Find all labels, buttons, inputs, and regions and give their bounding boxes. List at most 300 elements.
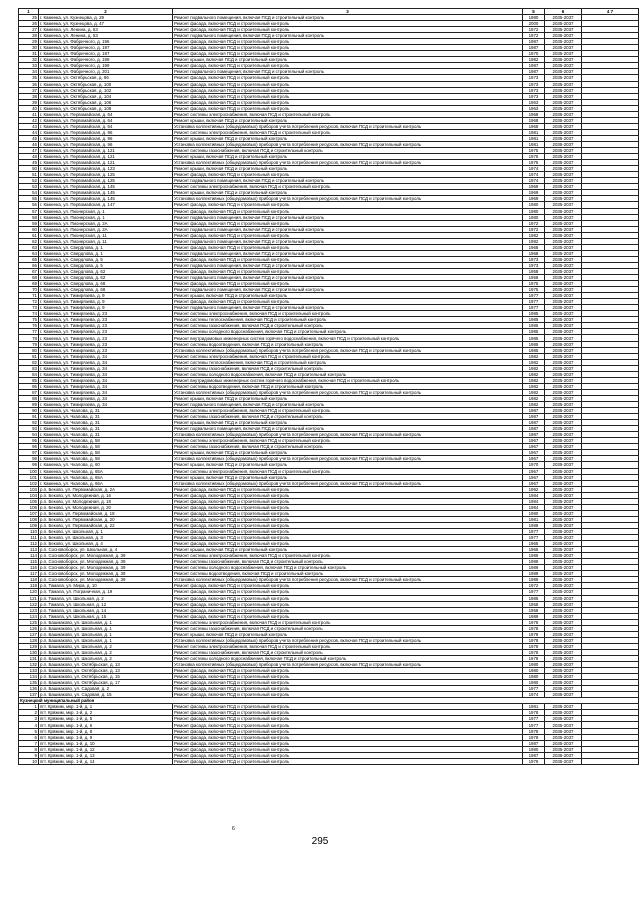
- empty-cell: [582, 758, 639, 764]
- period-cell: 2035-2037: [545, 244, 582, 250]
- period-cell: 2035-2037: [545, 408, 582, 414]
- row-number: 75: [19, 317, 39, 323]
- address-cell: пгт. Кряжим, мкр. 1-й, д. 10: [39, 740, 173, 746]
- period-cell: 2035-2037: [545, 299, 582, 305]
- address-cell: г. Каменка, ул. Чкалова, д. 31: [39, 426, 173, 432]
- row-number: 108: [19, 516, 39, 522]
- build-year-cell: 1958: [523, 268, 545, 274]
- period-cell: 2035-2037: [545, 589, 582, 595]
- document-sheet: [18, 8, 638, 765]
- build-year-cell: 1977: [523, 686, 545, 692]
- period-cell: 2035-2037: [545, 734, 582, 740]
- work-type-cell: Ремонт подвального помещения, включая ПСД и строительный контроль: [173, 287, 523, 293]
- period-cell: 2035-2037: [545, 160, 582, 166]
- address-cell: г. Каменка, ул. Первомайская, д. 64: [39, 123, 173, 129]
- period-cell: 2035-2037: [545, 105, 582, 111]
- row-number: 89: [19, 402, 39, 408]
- address-cell: г. Каменка, ул. Тимирязева, д. 34: [39, 371, 173, 377]
- period-cell: 2035-2037: [545, 178, 582, 184]
- build-year-cell: 1978: [523, 710, 545, 716]
- row-number: 42: [19, 117, 39, 123]
- build-year-cell: 1977: [523, 299, 545, 305]
- work-type-cell: Ремонт фасада, включая ПСД и строительный контроль: [173, 734, 523, 740]
- row-number: 25: [19, 15, 39, 21]
- work-type-cell: Ремонт системы водоотведения, включая ПСД и строительный контроль: [173, 571, 523, 577]
- work-type-cell: Ремонт крыши, включая ПСД и строительный контроль: [173, 462, 523, 468]
- period-cell: 2035-2037: [545, 668, 582, 674]
- work-type-cell: Ремонт системы водоотведения, включая ПСД и строительный контроль: [173, 383, 523, 389]
- row-number: 49: [19, 160, 39, 166]
- row-number: 78: [19, 335, 39, 341]
- address-cell: р.п. Сосновоборск, ул. Школьная, д. 4: [39, 547, 173, 553]
- address-cell: р.п. Беково, ул. Молодежная, д. 16: [39, 492, 173, 498]
- build-year-cell: 1981: [523, 135, 545, 141]
- work-type-cell: Ремонт крыши, включая ПСД и строительный контроль: [173, 474, 523, 480]
- address-cell: р.п. Башмаково, ул. Школьная, д. 1: [39, 631, 173, 637]
- address-cell: г. Каменка, ул. Первомайская, д. 121: [39, 148, 173, 154]
- work-type-cell: Ремонт фасада, включая ПСД и строительный контроль: [173, 758, 523, 764]
- address-cell: г. Каменка, ул. Октябрьская, д. 96: [39, 75, 173, 81]
- build-year-cell: 1985: [523, 347, 545, 353]
- row-number: 54: [19, 190, 39, 196]
- work-type-cell: Ремонт фасада, включая ПСД и строительный контроль: [173, 728, 523, 734]
- work-type-cell: Ремонт системы электроснабжения, включая ПСД и строительный контроль: [173, 468, 523, 474]
- row-number: 70: [19, 287, 39, 293]
- period-cell: 2035-2037: [545, 33, 582, 39]
- address-cell: пгт. Кряжим, мкр. 1-й, д. 14: [39, 758, 173, 764]
- build-year-cell: 1974: [523, 692, 545, 698]
- address-cell: р.п. Башмаково, ул. Октябрьская, д. 13: [39, 668, 173, 674]
- work-type-cell: Установка коллективных (общедомовых) приборов учета потребления ресурсов, включая ПСД и строительный контроль: [173, 637, 523, 643]
- build-year-cell: 1982: [523, 359, 545, 365]
- work-type-cell: Ремонт фасада, включая ПСД и строительный контроль: [173, 27, 523, 33]
- period-cell: 2035-2037: [545, 462, 582, 468]
- work-type-cell: Ремонт подвального помещения, включая ПСД и строительный контроль: [173, 275, 523, 281]
- period-cell: 2035-2037: [545, 39, 582, 45]
- period-cell: 2035-2037: [545, 63, 582, 69]
- period-cell: 2035-2037: [545, 51, 582, 57]
- build-year-cell: 1973: [523, 75, 545, 81]
- work-type-cell: Ремонт системы теплоснабжения, включая ПСД и строительный контроль: [173, 359, 523, 365]
- row-number: 85: [19, 377, 39, 383]
- period-cell: 2035-2037: [545, 450, 582, 456]
- address-cell: пгт. Кряжим, мкр. 1-й, д. 9: [39, 734, 173, 740]
- work-type-cell: Установка коллективных (общедомовых) приборов учета потребления ресурсов, включая ПСД и строительный контроль: [173, 456, 523, 462]
- work-type-cell: Ремонт фасада, включая ПСД и строительный контроль: [173, 668, 523, 674]
- row-number: 116: [19, 565, 39, 571]
- footer-mark: 6: [232, 826, 235, 832]
- work-type-cell: Ремонт системы газоснабжения, включая ПСД и строительный контроль: [173, 444, 523, 450]
- build-year-cell: 1978: [523, 734, 545, 740]
- build-year-cell: 1968: [523, 250, 545, 256]
- build-year-cell: 1968: [523, 111, 545, 117]
- row-number: 37: [19, 87, 39, 93]
- address-cell: р.п. Беково, ул. Школьная, д. 4: [39, 541, 173, 547]
- work-type-cell: Ремонт фасада, включая ПСД и строительный контроль: [173, 208, 523, 214]
- work-type-cell: Установка коллективных (общедомовых) приборов учета потребления ресурсов, включая ПСД и строительный контроль: [173, 347, 523, 353]
- address-cell: г. Каменка, ул. Тимирязева, д. 9: [39, 305, 173, 311]
- address-cell: р.п. Башмаково, ул. Октябрьская, д. 13: [39, 662, 173, 668]
- period-cell: 2035-2037: [545, 135, 582, 141]
- period-cell: 2035-2037: [545, 75, 582, 81]
- work-type-cell: Ремонт фасада, включая ПСД и строительный контроль: [173, 93, 523, 99]
- period-cell: 2035-2037: [545, 311, 582, 317]
- work-type-cell: Ремонт фасада, включая ПСД и строительный контроль: [173, 613, 523, 619]
- period-cell: 2035-2037: [545, 674, 582, 680]
- work-type-cell: Ремонт внутридомовых инженерных систем горячего водоснабжения, включая ПСД и строительный контроль: [173, 377, 523, 383]
- address-cell: г. Каменка, ул. Тимирязева, д. 34: [39, 359, 173, 365]
- row-number: 55: [19, 196, 39, 202]
- build-year-cell: 1973: [523, 81, 545, 87]
- period-cell: 2035-2037: [545, 740, 582, 746]
- work-type-cell: Ремонт фасада, включая ПСД и строительный контроль: [173, 202, 523, 208]
- row-number: 90: [19, 408, 39, 414]
- work-type-cell: Ремонт системы электроснабжения, включая ПСД и строительный контроль: [173, 111, 523, 117]
- work-type-cell: Ремонт фасада, включая ПСД и строительный контроль: [173, 172, 523, 178]
- address-cell: г. Каменка, ул. Свердлова, д. 62: [39, 275, 173, 281]
- row-number: 84: [19, 371, 39, 377]
- address-cell: р.п. Башмаково, ул. Октябрьская, д. 15: [39, 674, 173, 680]
- work-type-cell: Ремонт фасада, включая ПСД и строительный контроль: [173, 541, 523, 547]
- period-cell: 2035-2037: [545, 625, 582, 631]
- work-type-cell: Ремонт фасада, включая ПСД и строительный контроль: [173, 268, 523, 274]
- build-year-cell: 1980: [523, 668, 545, 674]
- work-type-cell: Ремонт фасада, включая ПСД и строительный контроль: [173, 704, 523, 710]
- row-number: 62: [19, 238, 39, 244]
- period-cell: 2035-2037: [545, 281, 582, 287]
- row-number: 73: [19, 305, 39, 311]
- address-cell: г. Каменка, ул. Пионерская, д. 2А: [39, 220, 173, 226]
- period-cell: 2035-2037: [545, 293, 582, 299]
- address-cell: г. Каменка, ул. Чкалова, д. 31: [39, 408, 173, 414]
- build-year-cell: 1989: [523, 571, 545, 577]
- row-number: 91: [19, 414, 39, 420]
- address-cell: г. Каменка, ул. Кузнецова, д. 29: [39, 15, 173, 21]
- build-year-cell: 1987: [523, 426, 545, 432]
- work-type-cell: Ремонт фасада, включая ПСД и строительный контроль: [173, 583, 523, 589]
- work-type-cell: Ремонт фасада, включая ПСД и строительный контроль: [173, 601, 523, 607]
- work-type-cell: Ремонт фасада, включая ПСД и строительный контроль: [173, 522, 523, 528]
- work-type-cell: Ремонт фасада, включая ПСД и строительный контроль: [173, 281, 523, 287]
- row-number: 58: [19, 214, 39, 220]
- address-cell: р.п. Сосновоборск, ул. Молодежная, д. 39: [39, 577, 173, 583]
- work-type-cell: Ремонт фасада, включая ПСД и строительный контроль: [173, 21, 523, 27]
- work-type-cell: Установка коллективных (общедомовых) приборов учета потребления ресурсов, включая ПСД и строительный контроль: [173, 196, 523, 202]
- address-cell: р.п. Беково, ул. Первомайская, д. 18: [39, 510, 173, 516]
- address-cell: г. Каменка, ул. Первомайская, д. 145: [39, 196, 173, 202]
- build-year-cell: 1975: [523, 154, 545, 160]
- work-type-cell: Ремонт системы электроснабжения, включая ПСД и строительный контроль: [173, 311, 523, 317]
- build-year-cell: 1977: [523, 589, 545, 595]
- row-number: 7: [19, 740, 39, 746]
- row-number: 130: [19, 649, 39, 655]
- address-cell: г. Каменка, ул. Чкалова, д. 58: [39, 450, 173, 456]
- build-year-cell: 1968: [523, 244, 545, 250]
- address-cell: р.п. Сосновоборск, ул. Молодежная, д. 39: [39, 571, 173, 577]
- row-number: 26: [19, 21, 39, 27]
- build-year-cell: 1958: [523, 275, 545, 281]
- address-cell: г. Каменка, ул. Свердлова, д. 62: [39, 268, 173, 274]
- address-cell: р.п. Беково, ул. Первомайская, д. 22: [39, 522, 173, 528]
- build-year-cell: 1958: [523, 601, 545, 607]
- row-number: 46: [19, 141, 39, 147]
- address-cell: г. Каменка, ул. Тимирязева, д. 23: [39, 341, 173, 347]
- work-type-cell: Ремонт системы электроснабжения, включая ПСД и строительный контроль: [173, 643, 523, 649]
- build-year-cell: 1970: [523, 462, 545, 468]
- row-number: 123: [19, 607, 39, 613]
- row-number: 128: [19, 637, 39, 643]
- build-year-cell: 1982: [523, 389, 545, 395]
- row-number: 118: [19, 577, 39, 583]
- period-cell: 2035-2037: [545, 377, 582, 383]
- work-type-cell: Ремонт подвального помещения, включая ПСД и строительный контроль: [173, 305, 523, 311]
- address-cell: г. Каменка, ул. Пионерская, д. 2А: [39, 226, 173, 232]
- build-year-cell: 1980: [523, 680, 545, 686]
- row-number: 69: [19, 281, 39, 287]
- period-cell: 2035-2037: [545, 226, 582, 232]
- build-year-cell: 1985: [523, 335, 545, 341]
- period-cell: 2035-2037: [545, 15, 582, 21]
- section-title: Кузнецкий муниципальный район: [19, 698, 639, 704]
- row-number: 106: [19, 504, 39, 510]
- period-cell: 2035-2037: [545, 571, 582, 577]
- row-number: 99: [19, 462, 39, 468]
- build-year-cell: 1972: [523, 583, 545, 589]
- build-year-cell: 1968: [523, 117, 545, 123]
- row-number: 36: [19, 81, 39, 87]
- address-cell: г. Каменка, ул. Фабричного, д. 196: [39, 39, 173, 45]
- period-cell: 2035-2037: [545, 196, 582, 202]
- row-number: 6: [19, 734, 39, 740]
- build-year-cell: 1980: [523, 214, 545, 220]
- row-number: 50: [19, 166, 39, 172]
- row-number: 80: [19, 347, 39, 353]
- work-type-cell: Ремонт подвального помещения, включая ПСД и строительный контроль: [173, 214, 523, 220]
- address-cell: г. Каменка, ул. Чкалова, д. 65А: [39, 480, 173, 486]
- work-type-cell: Установка коллективных (общедомовых) приборов учета потребления ресурсов, включая ПСД и строительный контроль: [173, 123, 523, 129]
- period-cell: 2035-2037: [545, 238, 582, 244]
- address-cell: пгт. Кряжим, мкр. 1-й, д. 8: [39, 728, 173, 734]
- work-type-cell: Ремонт фасада, включая ПСД и строительный контроль: [173, 692, 523, 698]
- address-cell: р.п. Башмаково, ул. Садовая, д. 2: [39, 686, 173, 692]
- address-cell: р.п. Беково, ул. Первомайская, д. 2А: [39, 486, 173, 492]
- work-type-cell: Ремонт системы газоснабжения, включая ПСД и строительный контроль: [173, 649, 523, 655]
- work-type-cell: Ремонт фасада, включая ПСД и строительный контроль: [173, 299, 523, 305]
- row-number: 53: [19, 184, 39, 190]
- build-year-cell: 1989: [523, 559, 545, 565]
- build-year-cell: 1975: [523, 148, 545, 154]
- address-cell: г. Каменка, ул. Октябрьская, д. 106: [39, 99, 173, 105]
- build-year-cell: 1988: [523, 522, 545, 528]
- col-header: 3: [173, 9, 523, 15]
- period-cell: 2035-2037: [545, 728, 582, 734]
- build-year-cell: 1963: [523, 105, 545, 111]
- build-year-cell: 1984: [523, 498, 545, 504]
- build-year-cell: 1978: [523, 655, 545, 661]
- col-header: 4 7: [582, 9, 639, 15]
- work-type-cell: Ремонт крыши, включая ПСД и строительный контроль: [173, 631, 523, 637]
- address-cell: р.п. Сосновоборск, ул. Молодежная, д. 39: [39, 565, 173, 571]
- work-type-cell: Установка коллективных (общедомовых) приборов учета потребления ресурсов, включая ПСД и строительный контроль: [173, 389, 523, 395]
- address-cell: г. Каменка, ул. Чкалова, д. 65А: [39, 474, 173, 480]
- period-cell: 2035-2037: [545, 395, 582, 401]
- period-cell: 2035-2037: [545, 522, 582, 528]
- build-year-cell: 1987: [523, 740, 545, 746]
- row-number: 65: [19, 256, 39, 262]
- row-number: 43: [19, 123, 39, 129]
- build-year-cell: 1973: [523, 262, 545, 268]
- build-year-cell: 1975: [523, 287, 545, 293]
- build-year-cell: 1985: [523, 329, 545, 335]
- row-number: 135: [19, 680, 39, 686]
- period-cell: 2035-2037: [545, 426, 582, 432]
- work-type-cell: Ремонт фасада, включая ПСД и строительный контроль: [173, 63, 523, 69]
- build-year-cell: 1977: [523, 535, 545, 541]
- build-year-cell: 1974: [523, 178, 545, 184]
- work-type-cell: Ремонт системы электроснабжения, включая ПСД и строительный контроль: [173, 184, 523, 190]
- period-cell: 2035-2037: [545, 486, 582, 492]
- work-type-cell: Ремонт подвального помещения, включая ПСД и строительный контроль: [173, 262, 523, 268]
- address-cell: г. Каменка, ул. Первомайская, д. 64: [39, 117, 173, 123]
- address-cell: г. Каменка, ул. Тимирязева, д. 34: [39, 402, 173, 408]
- period-cell: 2035-2037: [545, 516, 582, 522]
- row-number: 60: [19, 226, 39, 232]
- row-number: 111: [19, 535, 39, 541]
- build-year-cell: 1969: [523, 184, 545, 190]
- period-cell: 2035-2037: [545, 498, 582, 504]
- address-cell: г. Каменка, ул. Свердлова, д. 68: [39, 281, 173, 287]
- build-year-cell: 1973: [523, 256, 545, 262]
- build-year-cell: 2000: [523, 21, 545, 27]
- period-cell: 2035-2037: [545, 154, 582, 160]
- build-year-cell: 1967: [523, 468, 545, 474]
- work-type-cell: Ремонт фасада, включая ПСД и строительный контроль: [173, 607, 523, 613]
- work-type-cell: Ремонт крыши, включая ПСД и строительный контроль: [173, 547, 523, 553]
- build-year-cell: 1982: [523, 238, 545, 244]
- period-cell: 2035-2037: [545, 649, 582, 655]
- address-cell: г. Каменка, ул. Тимирязева, д. 23: [39, 323, 173, 329]
- address-cell: г. Каменка, ул. Тимирязева, д. 23: [39, 347, 173, 353]
- row-number: 92: [19, 420, 39, 426]
- work-type-cell: Ремонт фасада, включая ПСД и строительный контроль: [173, 710, 523, 716]
- build-year-cell: 1977: [523, 722, 545, 728]
- row-number: 59: [19, 220, 39, 226]
- row-number: 114: [19, 553, 39, 559]
- work-type-cell: Ремонт системы электроснабжения, включая ПСД и строительный контроль: [173, 353, 523, 359]
- row-number: 119: [19, 583, 39, 589]
- address-cell: р.п. Беково, ул. Молодежная, д. 18: [39, 498, 173, 504]
- period-cell: 2035-2037: [545, 474, 582, 480]
- work-type-cell: Установка коллективных (общедомовых) приборов учета потребления ресурсов, включая ПСД и строительный контроль: [173, 662, 523, 668]
- row-number: 109: [19, 522, 39, 528]
- period-cell: 2035-2037: [545, 323, 582, 329]
- build-year-cell: 1980: [523, 510, 545, 516]
- address-cell: г. Каменка, ул. Первомайская, д. 125: [39, 178, 173, 184]
- address-cell: г. Каменка, ул. Тимирязева, д. 9: [39, 293, 173, 299]
- row-number: 61: [19, 232, 39, 238]
- build-year-cell: 1958: [523, 607, 545, 613]
- build-year-cell: 1985: [523, 311, 545, 317]
- period-cell: 2035-2037: [545, 559, 582, 565]
- address-cell: г. Каменка, ул. Чкалова, д. 58: [39, 438, 173, 444]
- row-number: 64: [19, 250, 39, 256]
- work-type-cell: Ремонт подвального помещения, включая ПСД и строительный контроль: [173, 15, 523, 21]
- address-cell: г. Каменка, ул. Кузнецова, д. 47: [39, 21, 173, 27]
- row-number: 57: [19, 208, 39, 214]
- address-cell: г. Каменка, ул. Тимирязева, д. 34: [39, 377, 173, 383]
- build-year-cell: 1975: [523, 281, 545, 287]
- period-cell: 2035-2037: [545, 184, 582, 190]
- build-year-cell: 1980: [523, 662, 545, 668]
- row-number: 120: [19, 589, 39, 595]
- period-cell: 2035-2037: [545, 27, 582, 33]
- address-cell: г. Каменка, ул. Тимирязева, д. 34: [39, 389, 173, 395]
- build-year-cell: 1989: [523, 553, 545, 559]
- address-cell: г. Каменка, ул. Тимирязева, д. 34: [39, 365, 173, 371]
- row-number: 9: [19, 752, 39, 758]
- period-cell: 2035-2037: [545, 541, 582, 547]
- row-number: 4: [19, 722, 39, 728]
- address-cell: г. Каменка, ул. Первомайская, д. 121: [39, 154, 173, 160]
- row-number: 104: [19, 492, 39, 498]
- row-number: 95: [19, 438, 39, 444]
- build-year-cell: 1989: [523, 613, 545, 619]
- period-cell: 2035-2037: [545, 686, 582, 692]
- period-cell: 2035-2037: [545, 607, 582, 613]
- address-cell: г. Каменка, ул. Тимирязева, д. 23: [39, 329, 173, 335]
- work-type-cell: Ремонт подвального помещения, включая ПСД и строительный контроль: [173, 178, 523, 184]
- build-year-cell: 1982: [523, 395, 545, 401]
- period-cell: 2035-2037: [545, 347, 582, 353]
- period-cell: 2035-2037: [545, 680, 582, 686]
- period-cell: 2035-2037: [545, 81, 582, 87]
- work-type-cell: Установка коллективных (общедомовых) приборов учета потребления ресурсов, включая ПСД и строительный контроль: [173, 577, 523, 583]
- row-number: 3: [19, 716, 39, 722]
- row-number: 30: [19, 45, 39, 51]
- build-year-cell: 1978: [523, 625, 545, 631]
- work-type-cell: Ремонт крыши, включая ПСД и строительный контроль: [173, 117, 523, 123]
- row-number: 100: [19, 468, 39, 474]
- period-cell: 2035-2037: [545, 359, 582, 365]
- address-cell: г. Каменка, ул. Октябрьская, д. 108: [39, 105, 173, 111]
- row-number: 31: [19, 51, 39, 57]
- period-cell: 2035-2037: [545, 123, 582, 129]
- row-number: 137: [19, 692, 39, 698]
- period-cell: 2035-2037: [545, 601, 582, 607]
- period-cell: 2035-2037: [545, 190, 582, 196]
- address-cell: г. Каменка, ул. Тимирязева, д. 23: [39, 317, 173, 323]
- address-cell: г. Каменка, ул. Чкалова, д. 58: [39, 456, 173, 462]
- row-number: 71: [19, 293, 39, 299]
- work-type-cell: Ремонт системы холодного водоснабжения, включая ПСД и строительный контроль: [173, 655, 523, 661]
- build-year-cell: 1984: [523, 504, 545, 510]
- address-cell: р.п. Башмаково, ул. Школьная, д. 2: [39, 643, 173, 649]
- work-type-cell: Ремонт подвального помещения, включая ПСД и строительный контроль: [173, 426, 523, 432]
- work-type-cell: Ремонт фасада, включая ПСД и строительный контроль: [173, 51, 523, 57]
- row-number: 87: [19, 389, 39, 395]
- period-cell: 2035-2037: [545, 535, 582, 541]
- work-type-cell: Ремонт системы газоснабжения, включая ПСД и строительный контроль: [173, 625, 523, 631]
- build-year-cell: 1972: [523, 27, 545, 33]
- work-type-cell: Ремонт подвального помещения, включая ПСД и строительный контроль: [173, 69, 523, 75]
- row-number: 81: [19, 353, 39, 359]
- period-cell: 2035-2037: [545, 250, 582, 256]
- work-type-cell: Ремонт системы электроснабжения, включая ПСД и строительный контроль: [173, 438, 523, 444]
- address-cell: р.п. Башмаково, ул. Школьная, д. 2: [39, 655, 173, 661]
- period-cell: 2035-2037: [545, 613, 582, 619]
- row-number: 40: [19, 105, 39, 111]
- work-type-cell: Ремонт фасада, включая ПСД и строительный контроль: [173, 99, 523, 105]
